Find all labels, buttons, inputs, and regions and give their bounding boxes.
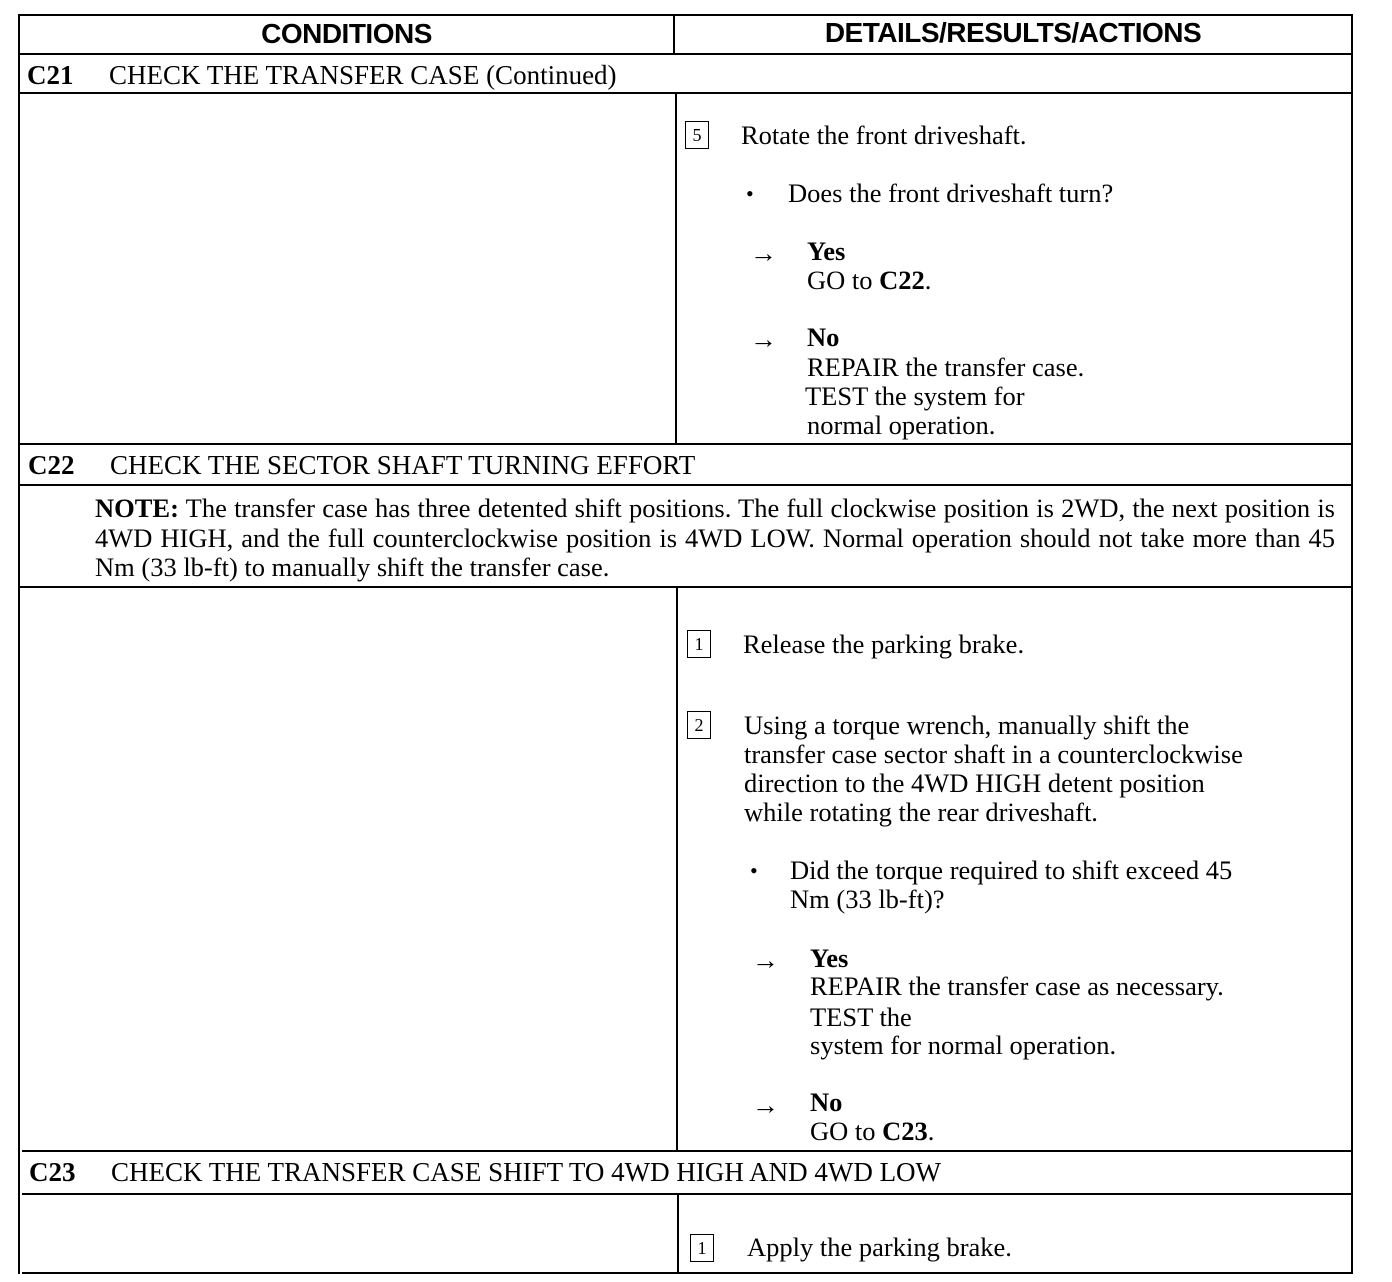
c21-yes-ref: C22: [879, 265, 925, 295]
details-header: DETAILS/RESULTS/ACTIONS: [824, 17, 1202, 48]
c21-yes-label: Yes: [807, 236, 846, 266]
c22-column-divider: [676, 586, 678, 1152]
c23-id: C23: [29, 1157, 76, 1187]
c21-yes-action: [807, 266, 931, 296]
c22-title-top-divider: [20, 443, 1353, 445]
c21-yes-period: .: [924, 265, 932, 295]
c22-yes-line-3: system for normal operation.: [810, 1030, 1117, 1060]
c22-question-line-1: Did the torque required to shift exceed 45: [790, 855, 1233, 885]
c21-column-divider: [675, 92, 677, 444]
c22-yes-line-1: REPAIR the transfer case as necessary.: [810, 971, 1224, 1001]
c22-yes-arrow: →: [752, 945, 779, 975]
note-text: The transfer case has three detented shift positions. The full clockwise position is 2WD, the next position is 4WD HIGH, and the full counterclockwise position is 4WD LOW. Normal operation should not take more than 45 Nm (33 lb-ft) to manually shift the transfer case.: [95, 493, 1335, 582]
c22-question-bullet: •: [750, 858, 758, 883]
c22-title: CHECK THE SECTOR SHAFT TURNING EFFORT: [110, 450, 696, 480]
c21-no-label: No: [807, 322, 840, 352]
c23-section-title: [29, 1156, 941, 1188]
c23-step1-text: Apply the parking brake.: [747, 1232, 1012, 1262]
table-border-bottom: [22, 1272, 1353, 1274]
c22-no-arrow: →: [752, 1090, 779, 1120]
c21-yes-arrow: →: [750, 238, 777, 268]
c22-title-bottom-divider: [20, 484, 1353, 486]
c21-title: CHECK THE TRANSFER CASE (Continued): [109, 60, 617, 90]
c21-yes-prefix: GO to: [807, 265, 873, 295]
c22-step2-line-4: while rotating the rear driveshaft.: [744, 797, 1098, 827]
c22-no-action: [810, 1117, 934, 1147]
c22-section-title: [28, 449, 695, 481]
c22-no-prefix: GO to: [810, 1116, 876, 1146]
c21-title-divider: [18, 92, 1353, 94]
c22-step2-number: 2: [687, 711, 711, 739]
c22-step2-line-1: Using a torque wrench, manually shift the: [744, 710, 1190, 740]
c22-step2-line-3: direction to the 4WD HIGH detent position: [744, 768, 1205, 798]
c21-no-line-2: TEST the system for: [805, 381, 1025, 411]
c21-step5-number: 5: [685, 121, 709, 149]
c23-column-divider: [677, 1193, 679, 1274]
note-label: NOTE:: [95, 493, 179, 523]
c23-title: CHECK THE TRANSFER CASE SHIFT TO 4WD HIGH AND 4WD LOW: [111, 1157, 942, 1187]
c21-question-bullet: •: [746, 181, 754, 206]
c23-step1-number: 1: [690, 1234, 714, 1262]
table-border-right: [1351, 14, 1353, 1274]
header-divider: [18, 53, 1353, 55]
c21-section-title: [27, 59, 617, 91]
c21-no-line-3: normal operation.: [807, 410, 996, 440]
c22-no-ref: C23: [882, 1116, 928, 1146]
c23-title-bottom-divider: [22, 1193, 1353, 1195]
c22-no-period: .: [927, 1116, 935, 1146]
c22-note: [95, 494, 1335, 583]
conditions-header: CONDITIONS: [261, 18, 432, 49]
c22-step1-number: 1: [687, 630, 711, 658]
c23-title-top-divider: [22, 1150, 1353, 1152]
c22-yes-line-2: TEST the: [810, 1002, 912, 1032]
c22-question-line-2: Nm (33 lb-ft)?: [790, 884, 945, 914]
c22-step2-line-2: transfer case sector shaft in a counterclockwise: [744, 739, 1243, 769]
c21-id: C21: [27, 60, 74, 90]
c21-no-line-1: REPAIR the transfer case.: [807, 352, 1085, 382]
c21-question: Does the front driveshaft turn?: [788, 178, 1114, 208]
c22-step1-text: Release the parking brake.: [743, 629, 1025, 659]
c22-note-divider: [20, 586, 1353, 588]
c22-yes-label: Yes: [810, 943, 849, 973]
c21-no-arrow: →: [750, 324, 777, 354]
c21-step5-text: Rotate the front driveshaft.: [741, 120, 1027, 150]
c22-id: C22: [28, 450, 75, 480]
table-border-left: [18, 14, 20, 1274]
c22-no-label: No: [810, 1087, 843, 1117]
